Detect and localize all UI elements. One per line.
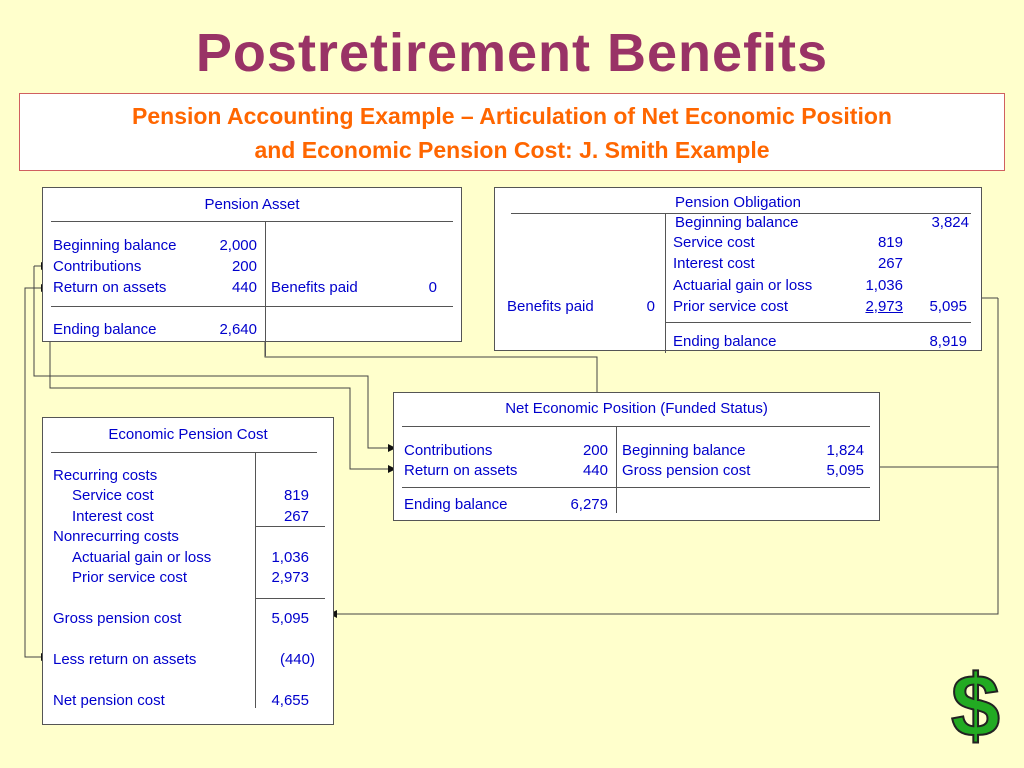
subtitle-line-1: Pension Accounting Example – Articulation of Net Economic Position — [132, 103, 892, 129]
obligation-ending-label: Ending balance — [673, 333, 777, 350]
asset-ending-value: 2,640 — [219, 321, 257, 338]
pension-asset-header: Pension Asset — [204, 196, 300, 213]
gross-cost-label: Gross pension cost — [53, 610, 182, 627]
obligation-row-label: Actuarial gain or loss — [673, 277, 813, 294]
asset-row-label: Beginning balance — [53, 237, 177, 254]
obligation-debit-value: 0 — [646, 298, 655, 315]
asset-ending-label: Ending balance — [53, 321, 157, 338]
recurring-label: Recurring costs — [53, 467, 158, 484]
obligation-subtotal: 5,095 — [929, 298, 967, 315]
obligation-row-value: 267 — [877, 255, 903, 272]
obligation-row-value: 1,036 — [865, 277, 903, 294]
net-left-label: Contributions — [404, 442, 493, 459]
service-cost-label: Service cost — [72, 487, 154, 504]
asset-row-value: 2,000 — [219, 237, 257, 254]
economic-cost-box — [42, 417, 334, 725]
dollar-icon: $ — [951, 656, 1000, 755]
net-position-box — [393, 392, 880, 521]
obligation-row-label: Prior service cost — [673, 298, 789, 315]
net-position-header: Net Economic Position (Funded Status) — [505, 400, 768, 417]
asset-row-label: Return on assets — [53, 279, 167, 296]
asset-row-value: 440 — [231, 279, 257, 296]
actuarial-label: Actuarial gain or loss — [72, 549, 212, 566]
net-cost-label: Net pension cost — [53, 692, 165, 709]
asset-row-value: 200 — [231, 258, 257, 275]
net-ending-value: 6,279 — [570, 496, 608, 513]
net-right-value: 5,095 — [826, 462, 864, 479]
subtitle-line-2: and Economic Pension Cost: J. Smith Example — [254, 137, 770, 163]
net-right-value: 1,824 — [826, 442, 864, 459]
nonrecurring-label: Nonrecurring costs — [53, 528, 179, 545]
obligation-beginning-value: 3,824 — [931, 214, 969, 231]
net-left-value: 440 — [582, 462, 608, 479]
asset-row-label: Contributions — [53, 258, 142, 275]
actuarial-value: 1,036 — [271, 549, 309, 566]
economic-cost-header: Economic Pension Cost — [108, 426, 268, 443]
obligation-row-value: 819 — [877, 234, 903, 251]
asset-credit-value: 0 — [428, 279, 437, 296]
obligation-header: Pension Obligation — [675, 194, 801, 211]
gross-cost-value: 5,095 — [271, 610, 309, 627]
less-return-value: (440) — [279, 651, 315, 668]
pension-obligation-box — [494, 187, 982, 351]
net-left-label: Return on assets — [404, 462, 518, 479]
obligation-ending-value: 8,919 — [929, 333, 967, 350]
prior-service-label: Prior service cost — [72, 569, 188, 586]
obligation-debit-label: Benefits paid — [507, 298, 594, 315]
less-return-label: Less return on assets — [53, 651, 197, 668]
net-ending-label: Ending balance — [404, 496, 508, 513]
net-cost-value: 4,655 — [271, 692, 309, 709]
obligation-row-value: 2,973 — [865, 298, 903, 315]
interest-cost-value: 267 — [283, 508, 309, 525]
pension-asset-box — [42, 187, 462, 342]
page-title: Postretirement Benefits — [195, 23, 829, 83]
net-right-label: Gross pension cost — [622, 462, 751, 479]
asset-credit-label: Benefits paid — [271, 279, 358, 296]
obligation-row-label: Service cost — [673, 234, 755, 251]
interest-cost-label: Interest cost — [72, 508, 154, 525]
prior-service-value: 2,973 — [271, 569, 309, 586]
net-right-label: Beginning balance — [622, 442, 746, 459]
service-cost-value: 819 — [283, 487, 309, 504]
obligation-beginning-label: Beginning balance — [675, 214, 799, 231]
obligation-row-label: Interest cost — [673, 255, 755, 272]
net-left-value: 200 — [582, 442, 608, 459]
